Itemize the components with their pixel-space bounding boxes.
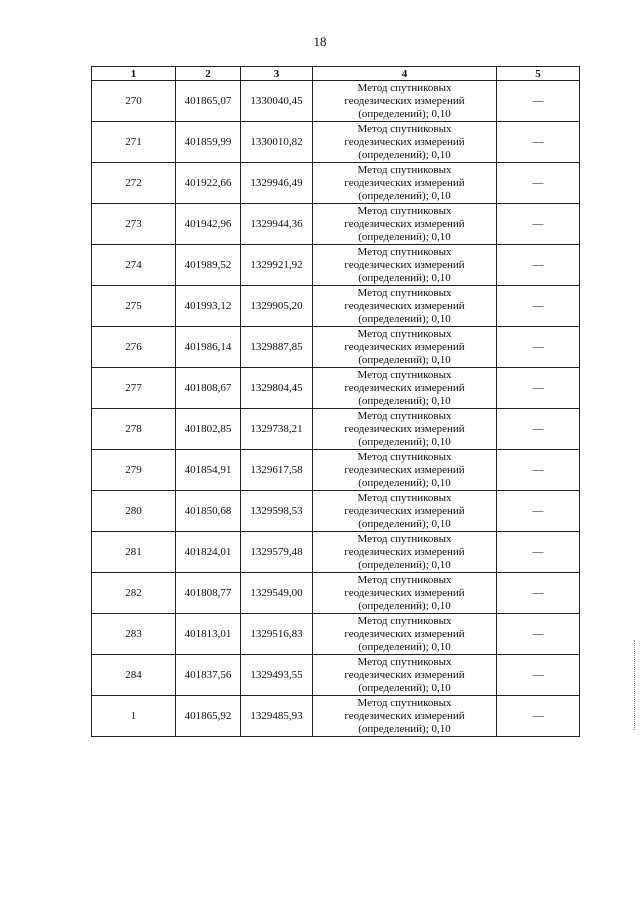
method-line: Метод спутниковых [357, 696, 452, 709]
x-coordinate-cell: 401859,99 [176, 122, 241, 163]
method-line: (определений); 0,10 [358, 722, 451, 735]
note-cell: — [497, 327, 580, 368]
table-row [92, 286, 580, 327]
method-line: геодезических измерений [344, 627, 465, 640]
method-line: геодезических измерений [344, 176, 465, 189]
coordinates-table [91, 66, 580, 737]
method-line: (определений); 0,10 [358, 107, 451, 120]
note-cell: — [497, 450, 580, 491]
method-line: (определений); 0,10 [358, 599, 451, 612]
method-line: геодезических измерений [344, 709, 465, 722]
y-coordinate-cell: 1329579,48 [241, 532, 313, 573]
table-row [92, 450, 580, 491]
table-row [92, 573, 580, 614]
column-header: 1 [92, 67, 176, 81]
method-line: (определений); 0,10 [358, 271, 451, 284]
method-line: Метод спутниковых [357, 655, 452, 668]
method-cell [313, 491, 497, 532]
note-cell: — [497, 204, 580, 245]
table-row [92, 81, 580, 122]
method-line: (определений); 0,10 [358, 312, 451, 325]
method-line: (определений); 0,10 [358, 681, 451, 694]
point-number-cell: 283 [92, 614, 176, 655]
method-line: Метод спутниковых [357, 614, 452, 627]
point-number-cell: 275 [92, 286, 176, 327]
note-cell: — [497, 573, 580, 614]
method-cell [313, 573, 497, 614]
method-cell [313, 368, 497, 409]
method-line: (определений); 0,10 [358, 353, 451, 366]
point-number-cell: 273 [92, 204, 176, 245]
y-coordinate-cell: 1330010,82 [241, 122, 313, 163]
method-line: (определений); 0,10 [358, 558, 451, 571]
point-number-cell: 280 [92, 491, 176, 532]
table-row [92, 696, 580, 737]
method-line: геодезических измерений [344, 545, 465, 558]
note-cell: — [497, 491, 580, 532]
y-coordinate-cell: 1329887,85 [241, 327, 313, 368]
method-line: Метод спутниковых [357, 532, 452, 545]
method-cell [313, 450, 497, 491]
method-cell [313, 122, 497, 163]
method-line: Метод спутниковых [357, 163, 452, 176]
table-row [92, 614, 580, 655]
x-coordinate-cell: 401808,77 [176, 573, 241, 614]
x-coordinate-cell: 401986,14 [176, 327, 241, 368]
method-line: Метод спутниковых [357, 204, 452, 217]
point-number-cell: 272 [92, 163, 176, 204]
x-coordinate-cell: 401865,92 [176, 696, 241, 737]
table-row [92, 409, 580, 450]
x-coordinate-cell: 401808,67 [176, 368, 241, 409]
x-coordinate-cell: 401989,52 [176, 245, 241, 286]
note-cell: — [497, 655, 580, 696]
method-line: геодезических измерений [344, 422, 465, 435]
y-coordinate-cell: 1329944,36 [241, 204, 313, 245]
y-coordinate-cell: 1329485,93 [241, 696, 313, 737]
table-row [92, 491, 580, 532]
method-line: геодезических измерений [344, 668, 465, 681]
y-coordinate-cell: 1329804,45 [241, 368, 313, 409]
method-line: Метод спутниковых [357, 491, 452, 504]
point-number-cell: 278 [92, 409, 176, 450]
method-line: (определений); 0,10 [358, 230, 451, 243]
x-coordinate-cell: 401865,07 [176, 81, 241, 122]
point-number-cell: 284 [92, 655, 176, 696]
method-line: (определений); 0,10 [358, 148, 451, 161]
method-cell [313, 655, 497, 696]
method-line: (определений); 0,10 [358, 517, 451, 530]
table-header-row [92, 67, 580, 81]
table-row [92, 532, 580, 573]
method-cell [313, 696, 497, 737]
note-cell: — [497, 286, 580, 327]
method-cell [313, 245, 497, 286]
method-line: Метод спутниковых [357, 245, 452, 258]
point-number-cell: 279 [92, 450, 176, 491]
x-coordinate-cell: 401837,56 [176, 655, 241, 696]
table-row [92, 204, 580, 245]
column-header: 2 [176, 67, 241, 81]
table-row [92, 655, 580, 696]
method-line: геодезических измерений [344, 299, 465, 312]
method-line: Метод спутниковых [357, 368, 452, 381]
x-coordinate-cell: 401942,96 [176, 204, 241, 245]
y-coordinate-cell: 1329617,58 [241, 450, 313, 491]
method-line: геодезических измерений [344, 217, 465, 230]
x-coordinate-cell: 401824,01 [176, 532, 241, 573]
note-cell: — [497, 368, 580, 409]
point-number-cell: 270 [92, 81, 176, 122]
method-cell [313, 409, 497, 450]
x-coordinate-cell: 401922,66 [176, 163, 241, 204]
table-body [92, 81, 580, 737]
note-cell: — [497, 245, 580, 286]
point-number-cell: 274 [92, 245, 176, 286]
method-line: геодезических измерений [344, 258, 465, 271]
method-line: Метод спутниковых [357, 409, 452, 422]
table-row [92, 368, 580, 409]
method-cell [313, 204, 497, 245]
method-line: геодезических измерений [344, 381, 465, 394]
method-line: Метод спутниковых [357, 286, 452, 299]
x-coordinate-cell: 401802,85 [176, 409, 241, 450]
note-cell: — [497, 614, 580, 655]
point-number-cell: 282 [92, 573, 176, 614]
method-line: геодезических измерений [344, 135, 465, 148]
method-line: геодезических измерений [344, 463, 465, 476]
method-line: Метод спутниковых [357, 122, 452, 135]
method-line: (определений); 0,10 [358, 640, 451, 653]
point-number-cell: 276 [92, 327, 176, 368]
method-line: Метод спутниковых [357, 327, 452, 340]
y-coordinate-cell: 1330040,45 [241, 81, 313, 122]
method-cell [313, 614, 497, 655]
column-header: 5 [497, 67, 580, 81]
note-cell: — [497, 409, 580, 450]
method-line: геодезических измерений [344, 586, 465, 599]
column-header: 4 [313, 67, 497, 81]
note-cell: — [497, 163, 580, 204]
x-coordinate-cell: 401854,91 [176, 450, 241, 491]
method-line: геодезических измерений [344, 504, 465, 517]
y-coordinate-cell: 1329946,49 [241, 163, 313, 204]
method-cell [313, 532, 497, 573]
table-row [92, 327, 580, 368]
y-coordinate-cell: 1329598,53 [241, 491, 313, 532]
method-line: (определений); 0,10 [358, 435, 451, 448]
method-line: Метод спутниковых [357, 450, 452, 463]
table-row [92, 245, 580, 286]
method-cell [313, 327, 497, 368]
table-row [92, 122, 580, 163]
point-number-cell: 271 [92, 122, 176, 163]
method-line: геодезических измерений [344, 94, 465, 107]
x-coordinate-cell: 401850,68 [176, 491, 241, 532]
column-header: 3 [241, 67, 313, 81]
note-cell: — [497, 122, 580, 163]
y-coordinate-cell: 1329493,55 [241, 655, 313, 696]
method-cell [313, 286, 497, 327]
y-coordinate-cell: 1329738,21 [241, 409, 313, 450]
method-line: (определений); 0,10 [358, 476, 451, 489]
scan-edge-marks [634, 640, 637, 730]
method-line: Метод спутниковых [357, 573, 452, 586]
table-row [92, 163, 580, 204]
y-coordinate-cell: 1329516,83 [241, 614, 313, 655]
x-coordinate-cell: 401813,01 [176, 614, 241, 655]
method-cell [313, 163, 497, 204]
page-number: 18 [313, 34, 327, 49]
note-cell: — [497, 81, 580, 122]
note-cell: — [497, 696, 580, 737]
point-number-cell: 277 [92, 368, 176, 409]
method-line: геодезических измерений [344, 340, 465, 353]
point-number-cell: 1 [92, 696, 176, 737]
method-cell [313, 81, 497, 122]
note-cell: — [497, 532, 580, 573]
method-line: Метод спутниковых [357, 81, 452, 94]
y-coordinate-cell: 1329905,20 [241, 286, 313, 327]
point-number-cell: 281 [92, 532, 176, 573]
method-line: (определений); 0,10 [358, 394, 451, 407]
method-line: (определений); 0,10 [358, 189, 451, 202]
y-coordinate-cell: 1329549,00 [241, 573, 313, 614]
y-coordinate-cell: 1329921,92 [241, 245, 313, 286]
x-coordinate-cell: 401993,12 [176, 286, 241, 327]
